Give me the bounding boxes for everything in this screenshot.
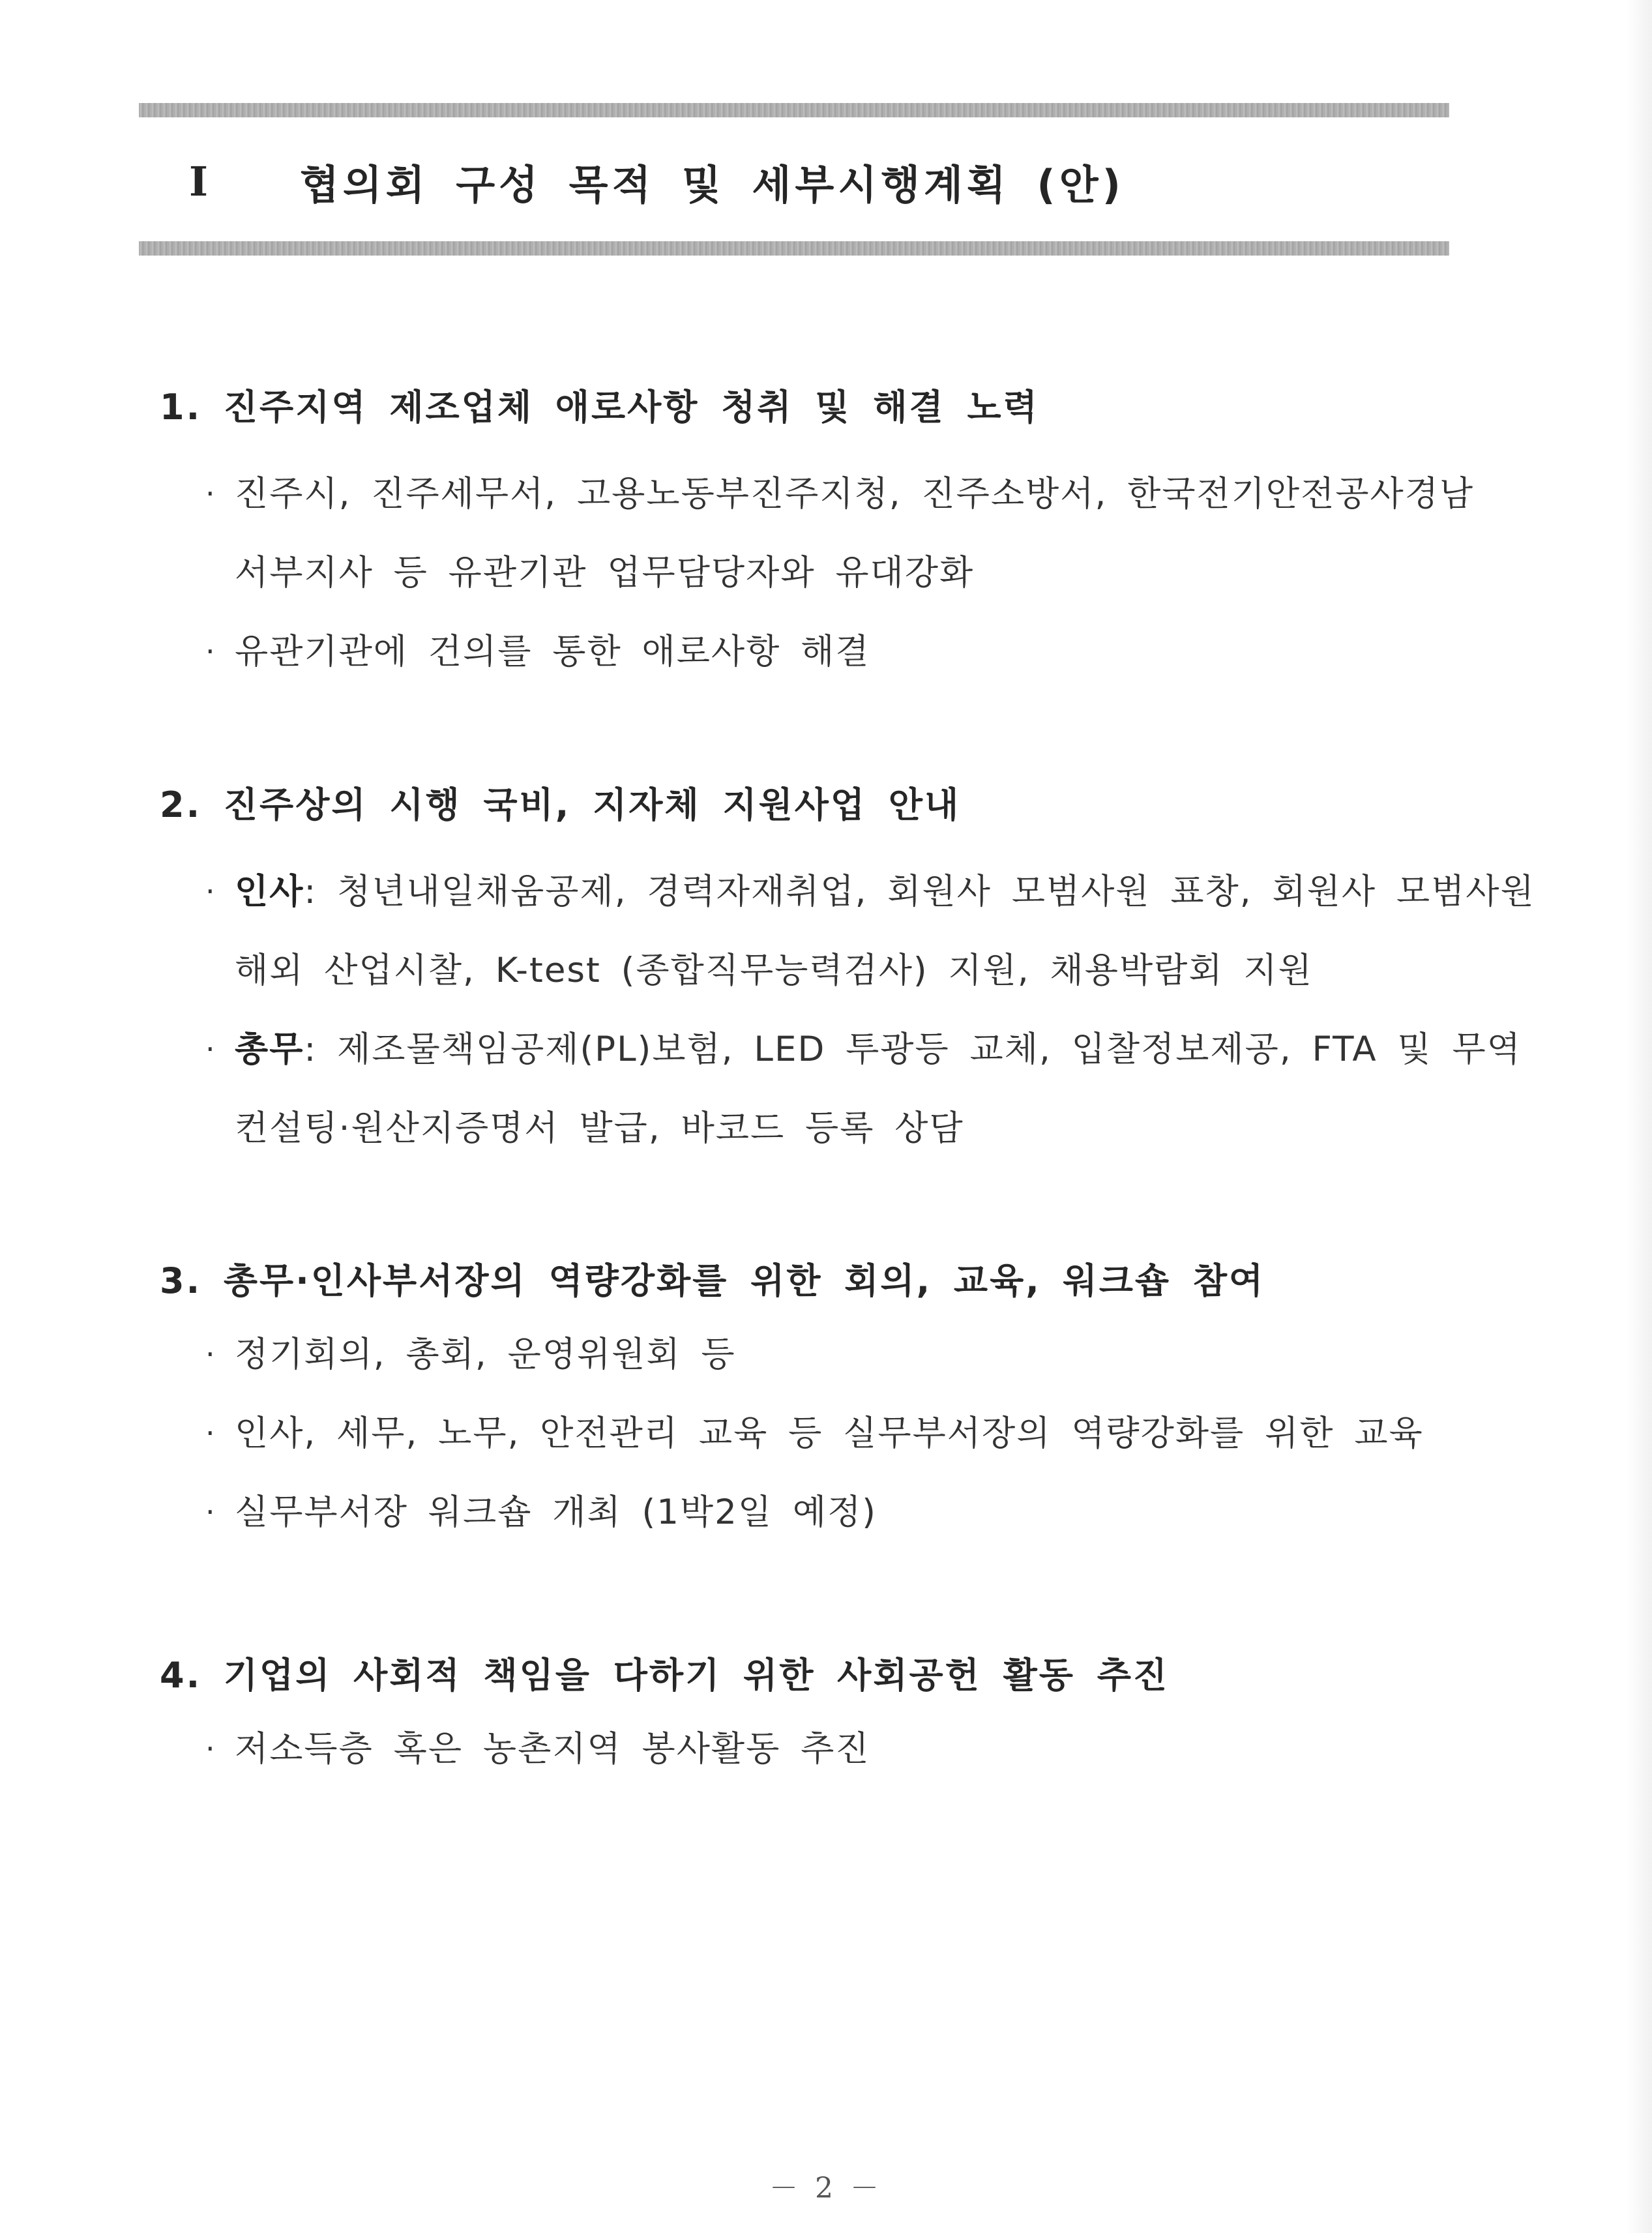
bullet-text: 진주시, 진주세무서, 고용노동부진주지청, 진주소방서, 한국전기안전공사경남 (235, 474, 1475, 514)
list-item (160, 1394, 1529, 1473)
section-1 (160, 381, 1529, 691)
bullet-text: 정기회의, 총회, 운영위원회 등 (235, 1335, 736, 1374)
bullet-text-continued: 해외 산업시찰, K-test (종합직무능력검사) 지원, 채용박람회 지원 (235, 951, 1313, 990)
bullet-dot: · (205, 476, 216, 511)
section-4 (160, 1649, 1529, 1788)
bullet-label: 총무 (235, 1029, 304, 1069)
heading-rule-bottom (139, 241, 1449, 256)
bullet-text: 저소득층 혹은 농촌지역 봉사활동 추진 (235, 1729, 870, 1769)
bullet-text-continued: 컨설팅·원산지증명서 발급, 바코드 등록 상담 (235, 1108, 964, 1148)
heading-rule-top (139, 103, 1449, 117)
bullet-dot: · (205, 874, 216, 909)
list-item (160, 1709, 1529, 1788)
section-title: 2. 진주상의 시행 국비, 지자체 지원사업 안내 (160, 784, 961, 825)
bullet-dot: · (205, 1731, 216, 1766)
list-item (160, 454, 1529, 612)
bullet-dot: · (205, 1494, 216, 1530)
section-title: 4. 기업의 사회적 책임을 다하기 위한 사회공헌 활동 추진 (160, 1655, 1170, 1696)
bullet-dot: · (205, 1337, 216, 1372)
bullet-text: 유관기관에 건의를 통한 애로사항 해결 (235, 632, 870, 672)
page-number: － 2 － (769, 2172, 883, 2205)
bullet-text: 실무부서장 워크숍 개최 (1박2일 예정) (235, 1492, 877, 1532)
scan-edge-shadow (1626, 0, 1652, 2233)
list-item (160, 612, 1529, 691)
bullet-text: : 청년내일채움공제, 경력자재취업, 회원사 모범사원 표창, 회원사 모범사원 (304, 872, 1535, 911)
chapter-numeral: I (189, 157, 209, 205)
section-2 (160, 779, 1535, 1168)
bullet-label: 인사 (235, 872, 304, 911)
section-title: 1. 진주지역 제조업체 애로사항 청취 및 해결 노력 (160, 387, 1039, 428)
list-item (160, 852, 1535, 1010)
section-3 (160, 1255, 1529, 1552)
bullet-text: : 제조물책임공제(PL)보험, LED 투광등 교체, 입찰정보제공, FTA 및 무역 (304, 1029, 1522, 1069)
bullet-text-continued: 서부지사 등 유관기관 업무담당자와 유대강화 (235, 553, 975, 593)
list-item (160, 1010, 1529, 1168)
chapter-title: 협의회 구성 목적 및 세부시행계획 (안) (300, 160, 1125, 209)
section-title: 3. 총무·인사부서장의 역량강화를 위한 회의, 교육, 워크숍 참여 (160, 1260, 1265, 1301)
list-item (160, 1315, 1529, 1394)
chapter-heading (189, 149, 1125, 214)
bullet-dot: · (205, 1031, 216, 1067)
bullet-dot: · (205, 634, 216, 669)
list-item (160, 1473, 1529, 1552)
bullet-dot: · (205, 1415, 216, 1451)
bullet-text: 인사, 세무, 노무, 안전관리 교육 등 실무부서장의 역량강화를 위한 교육 (235, 1413, 1424, 1453)
